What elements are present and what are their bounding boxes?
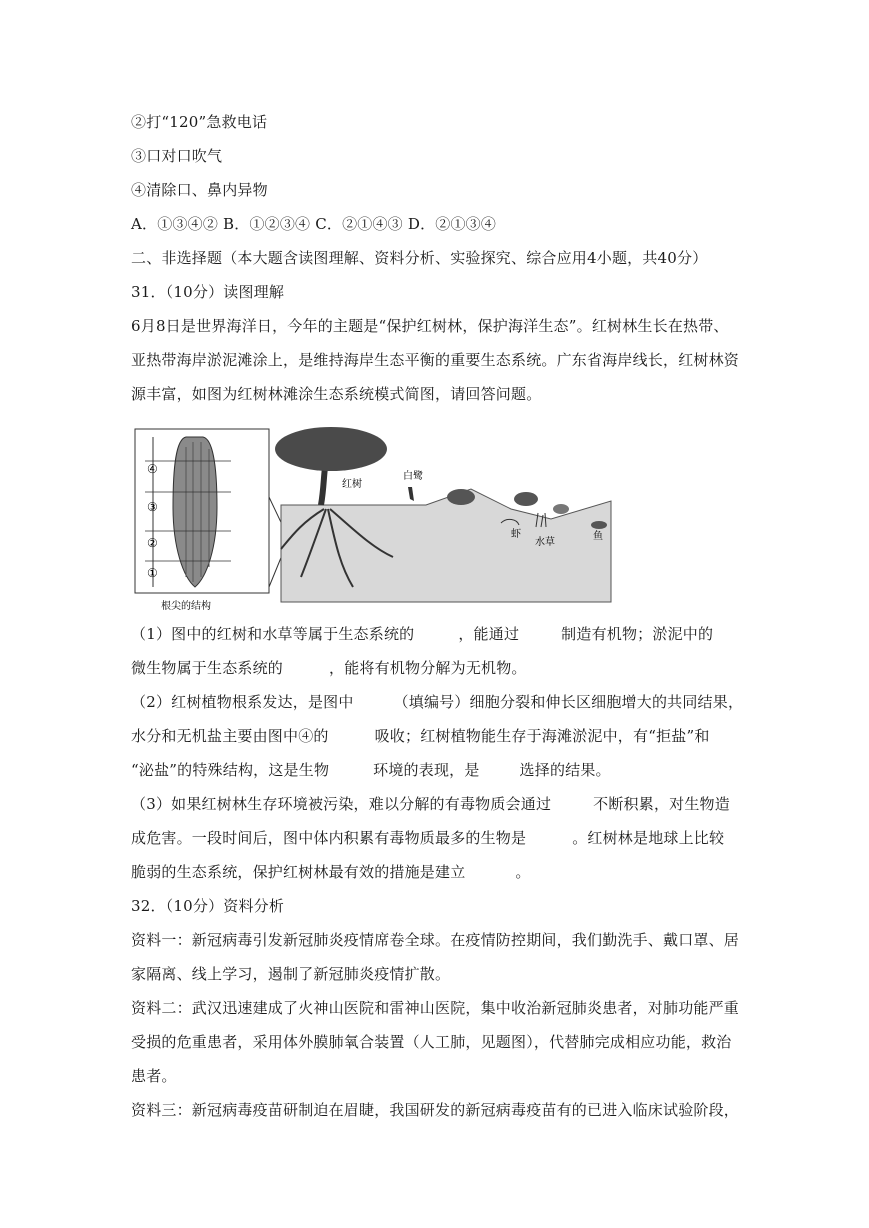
label-tree: 红树: [342, 479, 362, 490]
option-3: ③口对口吹气: [131, 147, 223, 165]
q31-part1-line2: 微生物属于生态系统的 ，能将有机物分解为无机物。: [131, 659, 527, 677]
material-3-line1: 资料三：新冠病毒疫苗研制迫在眉睫，我国研发的新冠病毒疫苗有的已进入临床试验阶段，: [131, 1101, 740, 1119]
q31-part3-line2: 成危害。一段时间后，图中体内积累有毒物质最多的生物是 。红树林是地球上比较: [131, 829, 725, 847]
material-2-line2: 受损的危重患者，采用体外膜肺氧合装置（人工肺，见题图），代替肺完成相应功能，救治: [131, 1033, 732, 1051]
zone-label-3: ③: [147, 500, 158, 514]
mangrove-tree-canopy: [275, 427, 387, 471]
q31-part3-line1: （3）如果红树林生存环境被污染，难以分解的有毒物质会通过 不断积累，对生物造: [131, 795, 730, 813]
q31-part2-line1: （2）红树植物根系发达，是图中 （填编号）细胞分裂和伸长区细胞增大的共同结果，: [131, 693, 744, 711]
heron-shape: [408, 487, 414, 501]
section-heading: 二、非选择题（本大题含读图理解、资料分析、实验探究、综合应用4小题，共40分）: [131, 249, 708, 267]
q31-part3-line3: 脆弱的生态系统，保护红树林最有效的措施是建立 。: [131, 863, 531, 881]
material-2-line3: 患者。: [131, 1067, 177, 1085]
q31-part2-line2: 水分和无机盐主要由图中④的 吸收；红树植物能生存于海滩淤泥中，有“拒盐”和: [131, 727, 710, 745]
q31-part1-line1: （1）图中的红树和水草等属于生态系统的 ，能通过 制造有机物；淤泥中的: [131, 625, 714, 643]
q31-part2-line3: “泌盐”的特殊结构，这是生物 环境的表现，是 选择的结果。: [131, 761, 611, 779]
q32-title: 32．（10分）资料分析: [131, 897, 285, 915]
zone-label-1: ①: [147, 566, 158, 580]
q31-intro-3: 源丰富，如图为红树林滩涂生态系统模式简图，请回答问题。: [131, 385, 542, 403]
zone-label-4: ④: [147, 462, 158, 476]
material-1-line1: 资料一：新冠病毒引发新冠肺炎疫情席卷全球。在疫情防控期间，我们勤洗手、戴口罩、居: [131, 931, 740, 949]
label-fish: 鱼: [593, 531, 603, 542]
label-heron: 白鹭: [403, 471, 423, 482]
answer-choices: A．①③④② B．①②③④ C．②①④③ D．②①③④: [131, 215, 497, 233]
root-tip-caption: 根尖的结构: [161, 601, 211, 612]
zone-label-2: ②: [147, 536, 158, 550]
material-1-line2: 家隔离、线上学习，遏制了新冠肺炎疫情扩散。: [131, 965, 451, 983]
option-2: ②打“120”急救电话: [131, 113, 268, 131]
q31-intro-2: 亚热带海岸淤泥滩涂上，是维持海岸生态平衡的重要生态系统。广东省海岸线长，红树林资: [131, 351, 740, 369]
mangrove-figure: [131, 427, 621, 617]
label-weed: 水草: [535, 537, 555, 548]
q31-title: 31．（10分）读图理解: [131, 283, 285, 301]
material-2-line1: 资料二：武汉迅速建成了火神山医院和雷神山医院，集中收治新冠肺炎患者，对肺功能严重: [131, 999, 740, 1017]
label-shrimp: 虾: [511, 529, 521, 540]
mangrove-diagram: [131, 427, 621, 617]
q31-intro-1: 6月8日是世界海洋日，今年的主题是“保护红树林，保护海洋生态”。红树林生长在热带、: [131, 317, 729, 335]
fish-shape: [591, 521, 607, 529]
option-4: ④清除口、鼻内异物: [131, 181, 268, 199]
